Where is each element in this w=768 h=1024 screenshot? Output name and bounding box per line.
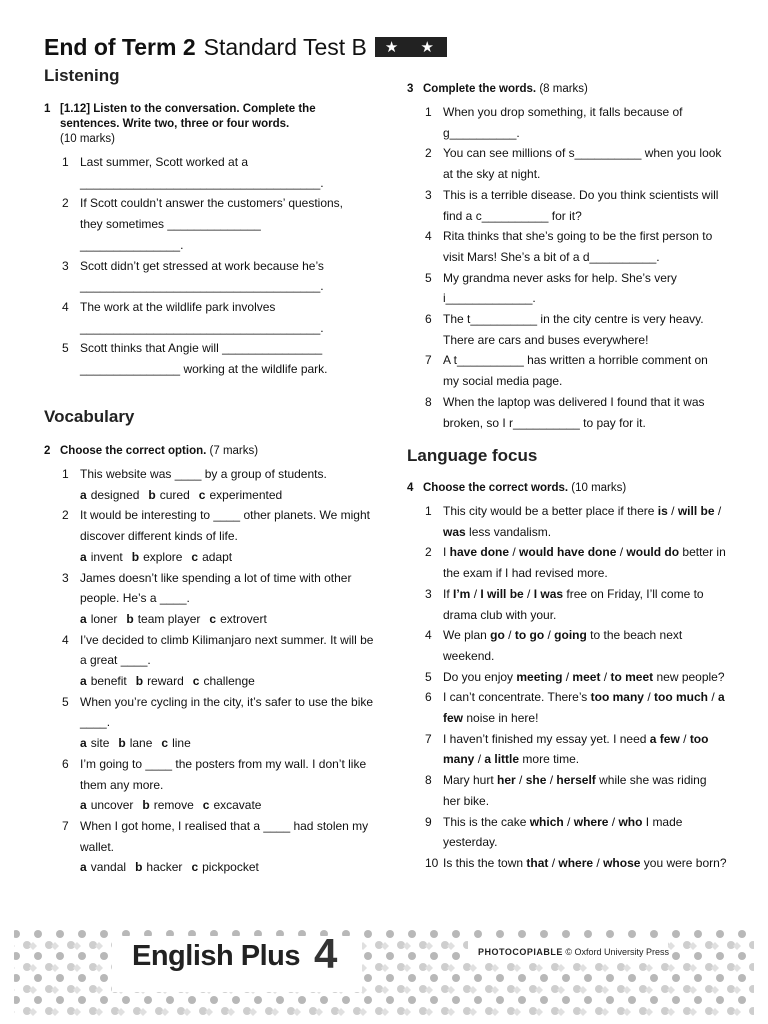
item-number: 1 [425,504,432,518]
item-text: more time. [519,752,580,767]
item-number: 1 [425,105,432,119]
question-item [407,812,727,853]
answer-options [80,857,374,878]
question-item [407,268,727,309]
question-item [407,770,727,811]
item-number: 3 [62,570,69,585]
word-choice[interactable]: would do [626,545,680,560]
option-letter: c [202,798,210,813]
item-number: 8 [425,773,432,788]
item-number: 2 [425,146,432,161]
photocopiable-notice [478,947,669,957]
option-text: loner [90,611,118,626]
word-choice[interactable]: whose [603,855,641,870]
title-main: End of Term 2 [44,34,196,60]
marks: (8 marks) [539,83,588,95]
item-number: 1 [62,155,69,169]
option-letter: a [80,549,87,564]
answer-option[interactable] [209,612,266,626]
item-number: 4 [62,299,69,314]
item-number: 1 [62,467,69,481]
item-text: My grandma never asks for help. She’s very i_____________. [443,270,677,306]
answer-option[interactable] [191,860,258,874]
instruction-text: Choose the correct option. [60,445,207,457]
item-text: I’m going to ____ the posters from my wall. I don’t like them any more. [80,756,367,792]
question-item [44,630,374,692]
option-letter: b [131,549,140,564]
word-choice[interactable]: I was [533,586,564,601]
word-choice[interactable]: a few [649,731,680,746]
item-number: 5 [62,341,69,356]
item-text: Do you enjoy [443,669,517,684]
question-item [44,754,374,816]
word-choice[interactable]: will be [677,504,715,518]
item-text: while she was riding her bike. [443,773,707,808]
answer-option[interactable] [136,674,184,688]
question-number: 4 [407,482,414,494]
option-letter: a [80,674,87,689]
word-choice[interactable]: too many [443,731,709,767]
item-text: / [504,628,515,643]
item-text: / [523,586,534,601]
question-item [407,584,727,625]
option-letter: a [80,798,87,813]
item-text: I can’t concentrate. There’s [443,690,591,705]
item-text: If Scott couldn’t answer the customers’ questions, they sometimes ______________ _______________. [80,196,344,252]
answer-option[interactable] [199,488,282,502]
item-text: less vandalism. [465,524,552,539]
answer-option[interactable] [80,860,126,874]
option-text: designed [90,487,140,502]
question-4 [407,481,727,874]
word-choice[interactable]: a few [443,690,725,726]
word-choice[interactable]: that [526,855,549,870]
item-text: free on Friday, I’ll come to drama club with your. [443,586,704,622]
option-text: adapt [202,549,233,564]
word-choice[interactable]: meet [572,669,601,684]
question-item [44,692,374,754]
item-text: you were born? [640,855,727,870]
question-item [407,392,727,433]
instruction-text: Choose the correct words. [423,482,569,494]
question-number: 3 [407,83,414,95]
marks: (10 marks) [571,482,627,494]
item-text: Scott thinks that Angie will _______________ _______________ working at the wildlife park. [80,341,328,377]
item-text: / [546,773,557,788]
question-number: 1 [44,103,51,115]
question-item [44,256,364,297]
answer-option[interactable] [80,736,109,750]
answer-option[interactable] [132,550,183,564]
item-text: Rita thinks that she’s going to be the first person to visit Mars! She’s a bit of a d__________. [443,229,713,264]
footer-pattern-icon [0,918,768,1024]
option-letter: a [80,860,87,875]
title-sub: Standard Test B [203,34,367,60]
word-choice[interactable]: is [657,504,668,518]
item-text: I [443,545,450,560]
option-letter: b [135,674,144,689]
word-choice[interactable]: herself [556,773,596,788]
item-number: 6 [425,690,432,705]
item-text: The t__________ in the city centre is very heavy. There are cars and buses everywhere! [443,312,704,347]
question-item [44,152,364,193]
option-text: team player [137,611,201,626]
answer-options [80,485,374,506]
option-letter: c [191,549,199,564]
copyright: © Oxford University Press [565,947,670,957]
word-choice[interactable]: I will be [480,586,524,601]
option-text: remove [153,798,194,813]
section-heading-listening: Listening [44,66,120,85]
option-letter: c [161,736,169,751]
answer-option[interactable] [80,488,139,502]
item-text: / [616,545,627,560]
option-letter: b [142,798,150,813]
photocopiable-label: PHOTOCOPIABLE [478,947,563,957]
marks: (7 marks) [209,445,259,457]
option-letter: a [80,736,87,751]
word-choice[interactable]: she [525,773,547,788]
item-text: / [544,628,555,643]
item-text: We plan [443,628,491,643]
item-text: to the beach next weekend. [443,628,683,663]
option-letter: b [135,860,143,875]
item-text: noise in here! [463,711,539,726]
item-number: 10 [425,855,439,870]
page-title [44,34,447,61]
item-text: / [509,545,520,560]
brand-level-number: 4 [314,930,338,977]
question-1 [44,102,364,380]
answer-options [80,795,374,816]
option-text: invent [90,549,123,564]
item-number: 9 [425,814,432,829]
word-choice[interactable]: where [558,855,594,870]
item-number: 7 [62,818,69,833]
question-item [407,102,727,143]
item-text: / [608,814,619,829]
option-text: excavate [213,798,262,813]
answer-option[interactable] [118,736,152,750]
item-number: 2 [62,508,69,523]
question-item [407,185,727,226]
option-letter: b [118,736,126,751]
answer-option[interactable] [126,612,200,626]
question-item [407,625,727,666]
word-choice[interactable]: her [497,773,516,788]
question-item [44,193,364,255]
item-text: / [643,690,654,705]
answer-option[interactable] [80,550,123,564]
option-letter: c [198,487,206,502]
question-item [407,542,727,583]
item-text: / [470,586,481,601]
item-number: 6 [425,312,432,327]
item-text: If [443,586,454,601]
question-item [407,667,727,688]
option-text: reward [147,674,184,689]
item-number: 7 [425,731,432,746]
word-choice[interactable]: to go [514,628,545,643]
item-text: I’ve decided to climb Kilimanjaro next summer. It will be a great ____. [80,632,374,668]
question-item [44,816,374,878]
option-text: vandal [90,860,127,875]
item-number: 2 [62,196,69,211]
item-number: 4 [425,229,432,244]
item-text: The work at the wildlife park involves ____________________________________. [80,299,324,335]
item-number: 3 [425,187,432,202]
item-text: I made yesterday. [443,814,683,850]
word-choice[interactable]: too many [590,690,644,705]
answer-option[interactable] [193,674,255,688]
item-number: 3 [425,586,432,601]
answer-option[interactable] [203,798,262,812]
question-item [44,464,374,505]
option-text: explore [143,549,183,564]
item-text: It would be interesting to ____ other planets. We might discover different kinds of life. [80,508,370,544]
word-choice[interactable]: have done [449,545,510,560]
item-text: / [600,669,611,684]
option-letter: a [80,611,87,626]
option-text: benefit [90,674,127,689]
item-text: Mary hurt [443,773,498,788]
answer-options [80,609,374,630]
brand-logo: English Plus [132,940,301,972]
word-choice[interactable]: was [443,524,466,539]
answer-option[interactable] [148,488,189,502]
word-choice[interactable]: going [554,628,587,643]
item-text: This is a terrible disease. Do you think scientists will find a c__________ for it? [443,187,719,223]
item-number: 5 [62,694,69,709]
item-text: James doesn’t like spending a lot of time with other people. He’s a ____. [80,570,352,606]
answer-options [80,733,374,754]
item-text: better in the exam if I had revised more. [443,545,726,581]
question-item [407,350,727,391]
instruction-text: Complete the words. [423,83,537,95]
item-number: 4 [62,632,69,647]
question-instruction [407,481,727,496]
item-text: When I got home, I realised that a ____ had stolen my wallet. [80,818,369,854]
item-text: I haven’t finished my essay yet. I need [443,731,650,746]
difficulty-stars-icon: ★ ★ [375,37,447,57]
item-text: / [593,855,604,870]
question-item [407,729,727,770]
item-text: This city would be a better place if there [443,504,658,518]
answer-option[interactable] [80,612,117,626]
answer-option[interactable] [80,674,127,688]
option-text: challenge [203,674,255,689]
word-choice[interactable]: where [573,814,609,829]
option-text: experimented [209,487,283,502]
question-instruction [44,102,364,147]
item-number: 3 [62,258,69,273]
item-number: 6 [62,756,69,771]
item-number: 5 [425,669,432,684]
question-number: 2 [44,445,51,457]
word-choice[interactable]: which [529,814,564,829]
item-text: A t__________ has written a horrible comment on my social media page. [443,353,708,389]
section-heading-vocabulary: Vocabulary [44,407,135,426]
answer-option[interactable] [80,798,133,812]
item-text: When the laptop was delivered I found that it was broken, so I r__________ to pay for it. [443,394,705,430]
option-text: line [172,736,191,751]
word-choice[interactable]: would have done [519,545,617,560]
item-number: 5 [425,270,432,285]
question-item [407,501,727,542]
option-text: extrovert [220,611,267,626]
item-text: When you’re cycling in the city, it’s safer to use the bike ____. [80,694,374,730]
item-number: 2 [425,545,432,560]
answer-option[interactable] [161,736,190,750]
word-choice[interactable]: I’m [453,586,471,601]
word-choice[interactable]: too much [654,690,708,705]
answer-option[interactable] [135,860,182,874]
question-item [44,297,364,338]
question-item [44,505,374,567]
option-text: cured [159,487,190,502]
item-text: / [515,773,526,788]
question-item [44,568,374,630]
option-text: site [90,736,110,751]
answer-options [80,547,374,568]
marks: (10 marks) [60,133,115,145]
item-text: new people? [653,669,725,684]
question-3 [407,82,727,433]
question-instruction [407,82,727,97]
option-letter: c [192,674,200,689]
word-choice[interactable]: go [490,628,505,643]
question-item [407,143,727,184]
item-text: This website was ____ by a group of students. [80,467,327,481]
item-number: 7 [425,353,432,368]
item-text: Is this the town [443,855,527,870]
word-choice[interactable]: who [618,814,643,829]
option-letter: b [148,487,156,502]
item-number: 8 [425,394,432,409]
item-text: You can see millions of s__________ when you look at the sky at night. [443,146,722,182]
question-item [407,226,727,267]
item-text: / [667,504,678,518]
item-text: / [708,690,719,705]
option-text: hacker [146,860,183,875]
option-text: lane [129,736,153,751]
question-item [44,338,364,379]
option-letter: c [191,860,199,875]
item-text: This is the cake [443,814,530,829]
item-number: 4 [425,628,432,643]
question-2 [44,444,374,878]
option-text: pickpocket [202,860,259,875]
instruction-text: [1.12] Listen to the conversation. Complete the sentences. Write two, three or four words. [60,103,316,130]
answer-option[interactable] [142,798,193,812]
word-choice[interactable]: a little [484,752,520,767]
option-letter: b [126,611,134,626]
answer-option[interactable] [191,550,232,564]
section-heading-language-focus: Language focus [407,446,538,465]
item-text: / [679,731,690,746]
item-text: Scott didn’t get stressed at work because he’s ____________________________________. [80,258,324,294]
item-text: / [563,814,574,829]
option-letter: c [209,611,217,626]
answer-options [80,671,374,692]
item-text: When you drop something, it falls because of g__________. [443,105,683,140]
item-text: Last summer, Scott worked at a ____________________________________. [80,155,324,190]
question-instruction [44,444,374,459]
item-text: / [714,504,722,518]
item-text: / [474,752,485,767]
question-item [407,309,727,350]
item-text: / [548,855,559,870]
word-choice[interactable]: meeting [516,669,563,684]
option-letter: a [80,487,87,502]
word-choice[interactable]: to meet [610,669,654,684]
option-text: uncover [90,798,134,813]
question-item [407,853,727,874]
question-item [407,687,727,728]
item-text: / [562,669,573,684]
